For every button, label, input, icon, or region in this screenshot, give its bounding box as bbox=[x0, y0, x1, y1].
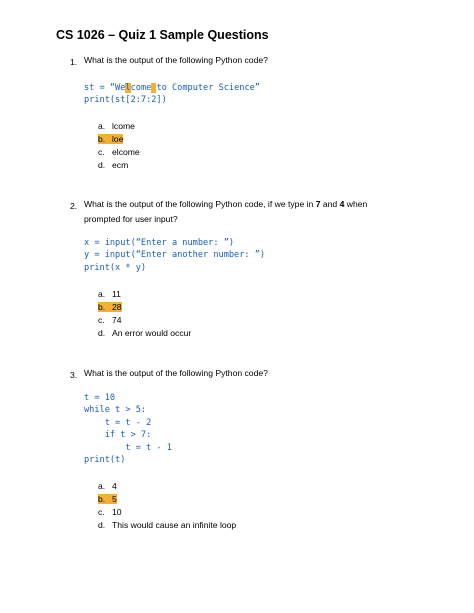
option-letter: c. bbox=[98, 315, 105, 325]
question-2-number: 2. bbox=[70, 201, 78, 211]
option-text: 5 bbox=[112, 494, 117, 504]
option-text: This would cause an infinite loop bbox=[112, 520, 237, 530]
option-text: 28 bbox=[112, 302, 122, 312]
question-1-code bbox=[84, 82, 260, 107]
option-text: An error would occur bbox=[112, 328, 192, 338]
q3-option-d bbox=[98, 520, 236, 531]
option-text: lcome bbox=[112, 121, 135, 131]
question-3-number: 3. bbox=[70, 370, 78, 380]
option-letter: b. bbox=[98, 302, 106, 312]
q3-option-c bbox=[98, 507, 122, 518]
q2-option-c bbox=[98, 315, 122, 326]
question-2-text bbox=[84, 197, 404, 227]
q2-option-b bbox=[98, 302, 122, 313]
q1-option-a bbox=[98, 121, 135, 132]
option-letter: c. bbox=[98, 147, 105, 157]
option-text: elcome bbox=[112, 147, 140, 157]
q3-option-a bbox=[98, 481, 117, 492]
option-letter: a. bbox=[98, 481, 106, 491]
option-letter: d. bbox=[98, 160, 106, 170]
code-1-line-1-a: st = “We bbox=[84, 83, 126, 93]
q2-text-part: and bbox=[320, 199, 340, 209]
option-letter: b. bbox=[98, 134, 106, 144]
option-text: 10 bbox=[112, 507, 122, 517]
question-1-text: What is the output of the following Python code? bbox=[84, 55, 268, 65]
question-3-code: t = 10 while t > 5: t = t - 2 if t > 7: t = t - 1 print(t) bbox=[84, 393, 172, 466]
option-text: 4 bbox=[112, 481, 117, 491]
option-letter: a. bbox=[98, 289, 106, 299]
code-1-line-1-c: to Computer Science” bbox=[156, 83, 260, 93]
q2-text-bold: 7 bbox=[315, 199, 321, 209]
code-1-highlight-1: l bbox=[125, 83, 131, 93]
question-2-code: x = input(“Enter a number: ”) y = input(“Enter another number: ”) print(x * y) bbox=[84, 238, 266, 273]
question-3-text: What is the output of the following Python code? bbox=[84, 368, 268, 378]
q2-option-d bbox=[98, 328, 191, 339]
q2-text-bold: 4 bbox=[339, 199, 345, 209]
question-1-number: 1. bbox=[70, 57, 78, 67]
option-text: loe bbox=[112, 134, 124, 144]
option-letter: b. bbox=[98, 494, 106, 504]
option-text: 11 bbox=[112, 289, 121, 299]
option-letter: d. bbox=[98, 328, 106, 338]
q1-option-c bbox=[98, 147, 140, 158]
q2-text-part: when prompted for user input? bbox=[84, 199, 368, 224]
q2-text-part: What is the output of the following Python code, if we type in bbox=[84, 199, 316, 209]
code-1-line-2: print(st[2:7:2]) bbox=[84, 95, 167, 106]
q3-option-b bbox=[98, 494, 117, 505]
q1-option-d bbox=[98, 160, 128, 171]
page-title: CS 1026 – Quiz 1 Sample Questions bbox=[56, 28, 269, 42]
code-1-line-1-b: come bbox=[130, 83, 152, 93]
q1-option-b bbox=[98, 134, 123, 145]
option-letter: a. bbox=[98, 121, 106, 131]
q2-option-a bbox=[98, 289, 121, 300]
option-letter: d. bbox=[98, 520, 106, 530]
option-text: ecm bbox=[112, 160, 129, 170]
option-text: 74 bbox=[112, 315, 122, 325]
option-letter: c. bbox=[98, 507, 105, 517]
